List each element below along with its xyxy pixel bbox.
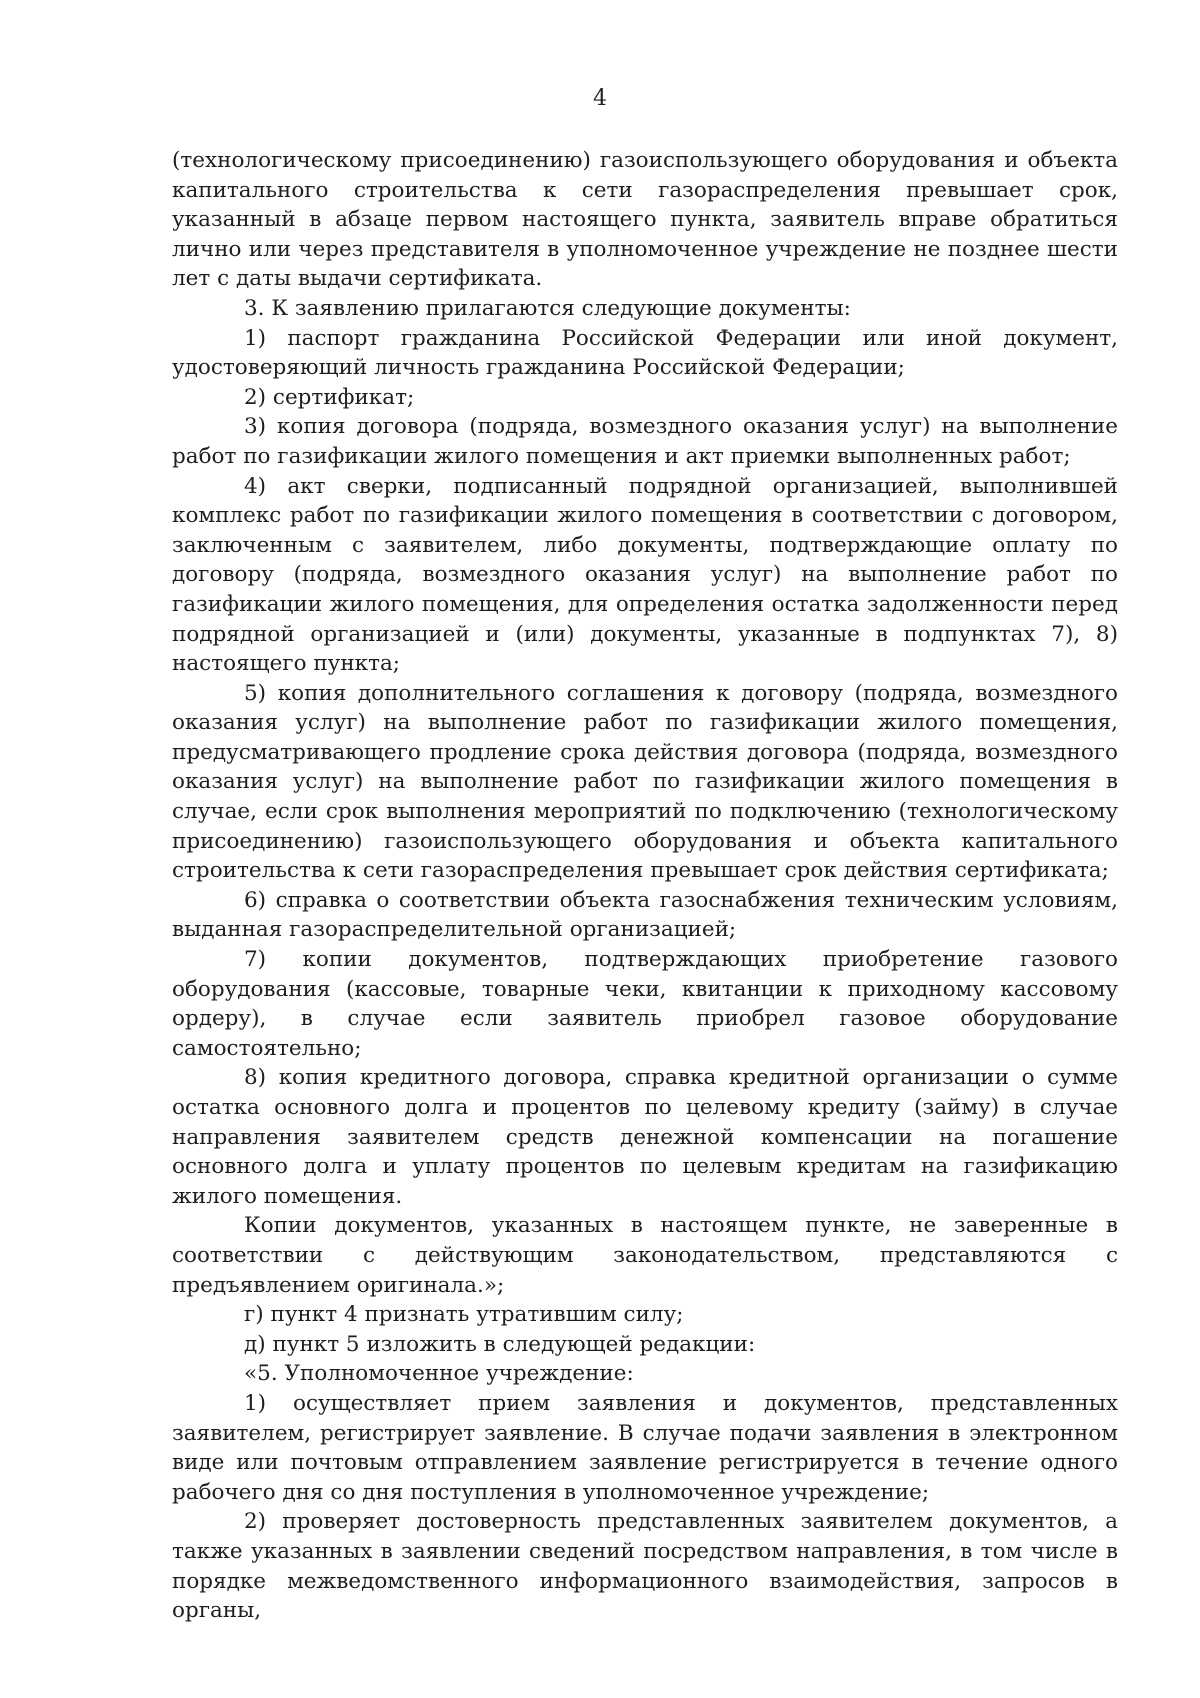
- page-number: 4: [593, 86, 607, 111]
- paragraph-subitem-1: 1) паспорт гражданина Российской Федерации или иной документ, удостоверяющий личность гражданина Российской Федерации;: [172, 325, 1118, 381]
- paragraph-item-3: 3. К заявлению прилагаются следующие документы:: [244, 295, 851, 321]
- paragraph-subitem-4: 4) акт сверки, подписанный подрядной организацией, выполнившей комплекс работ по газификации жилого помещения в соответствии с договором, заключенным с заявителем, либо документы, подтверждающие оплату по договору (подряда, возмездного оказания услуг) на выполнение работ по газификации жилого помещения, для определения остатка задолженности перед подрядной организацией и (или) документы, указанные в подпунктах 7), 8) настоящего пункта;: [172, 473, 1118, 677]
- document-body: [172, 146, 1118, 1626]
- paragraph-continuation: (технологическому присоединению) газоиспользующего оборудования и объекта капитального строительства к сети газораспределения превышает срок, указанный в абзаце первом настоящего пункта, заявитель вправе обратиться лично или через представителя в уполномоченное учреждение не позднее шести лет с даты выдачи сертификата.: [172, 148, 1118, 292]
- paragraph-copies-note: Копии документов, указанных в настоящем пункте, не заверенные в соответствии с действующим законодательством, представляются с предъявлением оригинала.»;: [172, 1213, 1118, 1298]
- paragraph-item-5-subitem-1: 1) осуществляет прием заявления и документов, представленных заявителем, регистрирует заявление. В случае подачи заявления в электронном виде или почтовым отправлением заявление регистрируется в течение одного рабочего дня со дня поступления в уполномоченное учреждение;: [172, 1390, 1118, 1505]
- paragraph-item-d: д) пункт 5 изложить в следующей редакции:: [244, 1331, 756, 1357]
- paragraph-subitem-2: 2) сертификат;: [244, 384, 415, 410]
- paragraph-subitem-6: 6) справка о соответствии объекта газоснабжения техническим условиям, выданная газораспределительной организацией;: [172, 887, 1118, 943]
- paragraph-subitem-8: 8) копия кредитного договора, справка кредитной организации о сумме остатка основного долга и процентов по целевому кредиту (займу) в случае направления заявителем средств денежной компенсации на погашение основного долга и уплату процентов по целевым кредитам на газификацию жилого помещения.: [172, 1065, 1118, 1209]
- paragraph-subitem-7: 7) копии документов, подтверждающих приобретение газового оборудования (кассовые, товарные чеки, квитанции к приходному кассовому ордеру), в случае если заявитель приобрел газовое оборудование самостоятельно;: [172, 947, 1118, 1061]
- paragraph-subitem-3: 3) копия договора (подряда, возмездного оказания услуг) на выполнение работ по газификации жилого помещения и акт приемки выполненных работ;: [172, 414, 1118, 469]
- paragraph-item-5-subitem-2: 2) проверяет достоверность представленных заявителем документов, а также указанных в заявлении сведений посредством направления, в том числе в порядке межведомственного информационного взаимодействия, запросов в органы,: [172, 1509, 1118, 1624]
- paragraph-item-g: г) пункт 4 признать утратившим силу;: [244, 1302, 684, 1328]
- paragraph-item-5-heading: «5. Уполномоченное учреждение:: [244, 1361, 634, 1387]
- paragraph-subitem-5: 5) копия дополнительного соглашения к договору (подряда, возмездного оказания услуг) на выполнение работ по газификации жилого помещения, предусматривающего продление срока действия договора (подряда, возмездного оказания услуг) на выполнение работ по газификации жилого помещения в случае, если срок выполнения мероприятий по подключению (технологическому присоединению) газоиспользующего оборудования и объекта капитального строительства к сети газораспределения превышает срок действия сертификата;: [172, 680, 1118, 884]
